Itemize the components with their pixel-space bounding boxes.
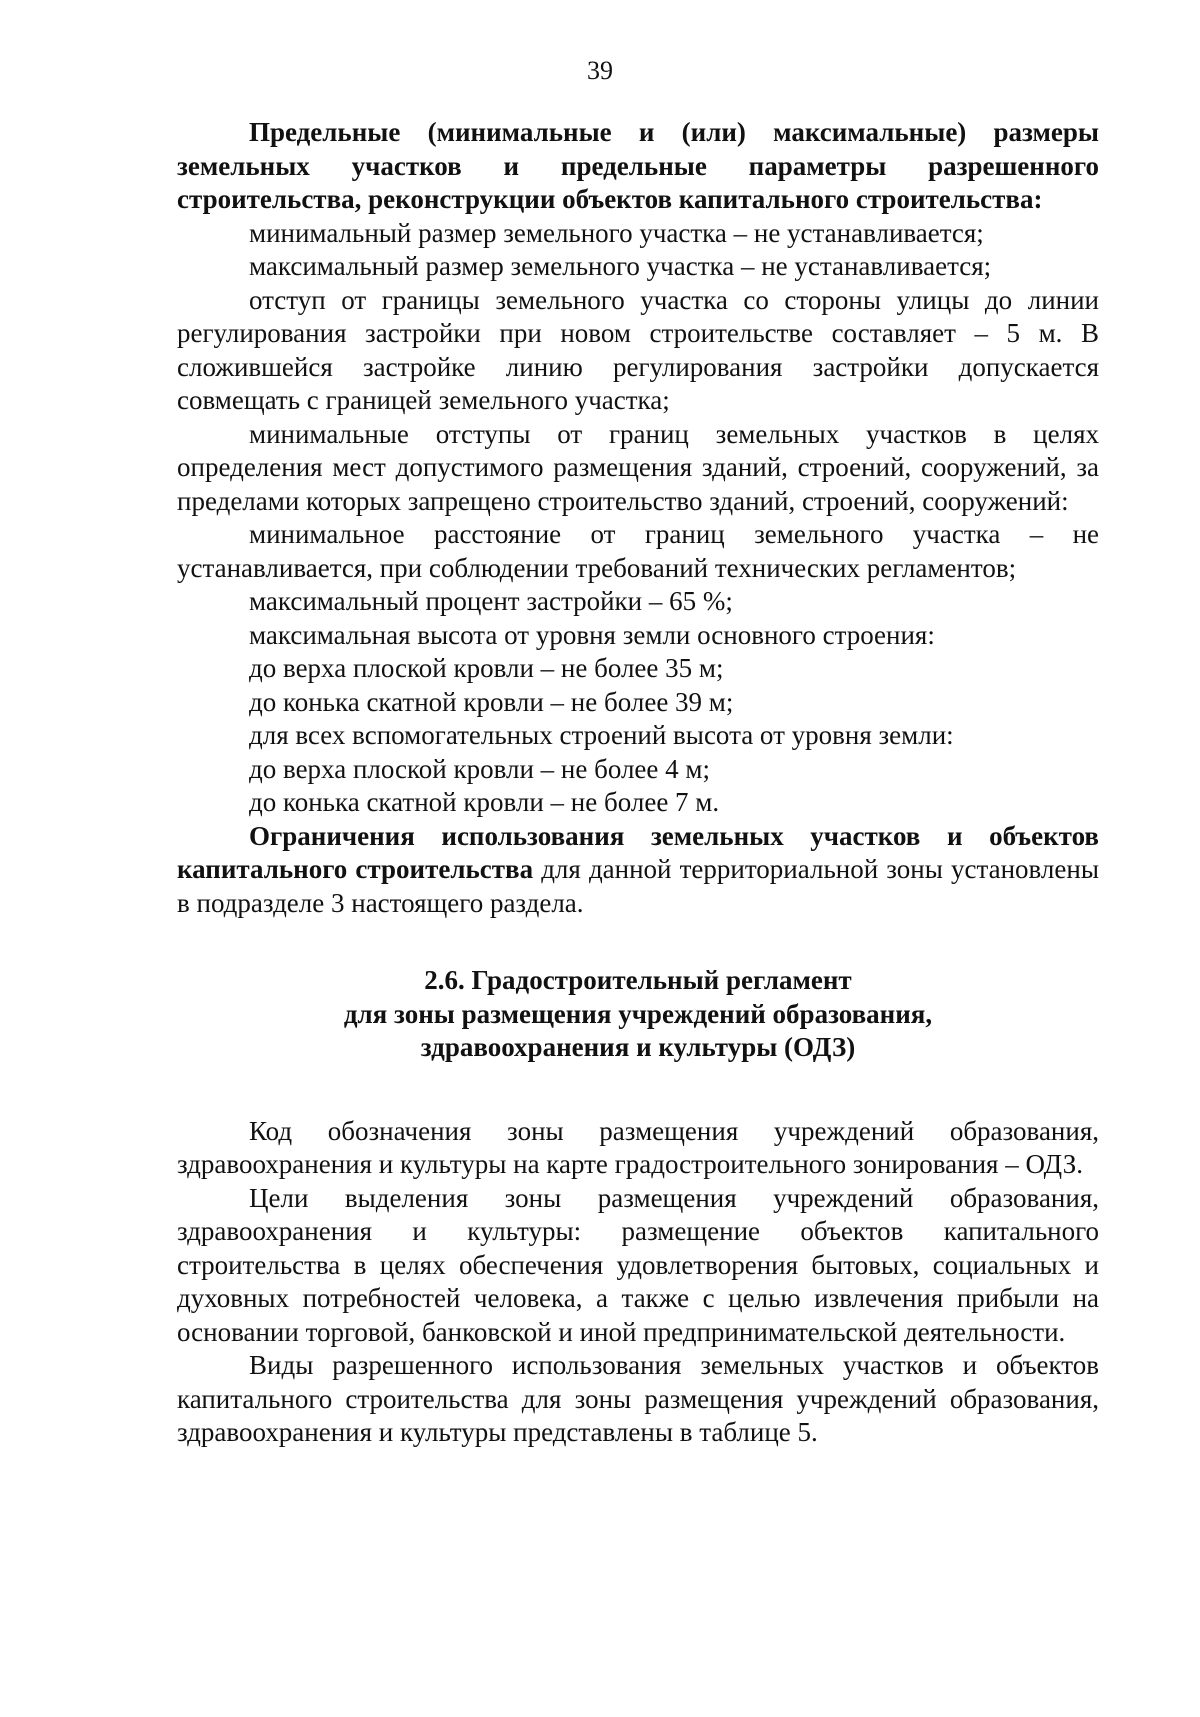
page-number: 39 [587, 56, 613, 85]
restrictions-bold: Ограничения использования земельных участков и объектов капитального строительства [177, 820, 1099, 884]
limits-item: до верха плоской кровли – не более 35 м; [249, 653, 724, 683]
section-paragraph: Код обозначения зоны размещения учреждений образования, здравоохранения и культуры на карте градостроительного зонирования – ОДЗ. [177, 1115, 1099, 1179]
limits-item: максимальная высота от уровня земли основного строения: [249, 619, 935, 650]
document-body [177, 116, 1099, 1450]
section-paragraph: Цели выделения зоны размещения учреждений образования, здравоохранения и культуры: размещение объектов капитального строительства в целях обеспечения удовлетворения бытовых, социальных и духовных потребностей человека, а также с целью извлечения прибыли на основании торговой, банковской и иной предпринимательской деятельности. [177, 1182, 1099, 1347]
spacer [177, 1065, 1099, 1115]
section-title-line-1: 2.6. Градостроительный регламент [424, 965, 852, 995]
spacer [177, 920, 1099, 964]
limits-item: максимальный размер земельного участка – не устанавливается; [249, 251, 992, 281]
limits-item: для всех вспомогательных строений высота от уровня земли: [249, 720, 954, 750]
limits-item: до конька скатной кровли – не более 39 м; [249, 686, 734, 717]
limits-heading: Предельные (минимальные и (или) максимальные) размеры земельных участков и предельные параметры разрешенного строительства, реконструкции объектов капитального строительства: [177, 117, 1099, 214]
restrictions-paragraph [177, 820, 1099, 921]
limits-item: минимальный размер земельного участка – не устанавливается; [249, 217, 984, 248]
limits-item: до верха плоской кровли – не более 4 м; [249, 753, 710, 784]
section-title-line-3: здравоохранения и культуры (ОДЗ) [420, 1032, 856, 1062]
limits-item: минимальное расстояние от границ земельного участка – не устанавливается, при соблюдении требований технических регламентов; [177, 519, 1099, 583]
limits-item: отступ от границы земельного участка со стороны улицы до линии регулирования застройки при новом строительстве составляет – 5 м. В сложившейся застройке линию регулирования застройки допускается совмещать с границей земельного участка; [177, 284, 1099, 415]
limits-item: минимальные отступы от границ земельных участков в целях определения мест допустимого размещения зданий, строений, сооружений, за пределами которых запрещено строительство зданий, строений, сооружений: [177, 418, 1099, 516]
limits-item: максимальный процент застройки – 65 %; [249, 586, 733, 616]
section-title-line-2: для зоны размещения учреждений образования, [343, 998, 933, 1029]
limits-item: до конька скатной кровли – не более 7 м. [249, 787, 720, 817]
section-paragraph: Виды разрешенного использования земельных участков и объектов капитального строительства для зоны размещения учреждений образования, здравоохранения и культуры представлены в таблице 5. [177, 1350, 1099, 1447]
restrictions-text: для данной территориальной зоны установлены в подразделе 3 настоящего раздела. [177, 854, 1099, 918]
